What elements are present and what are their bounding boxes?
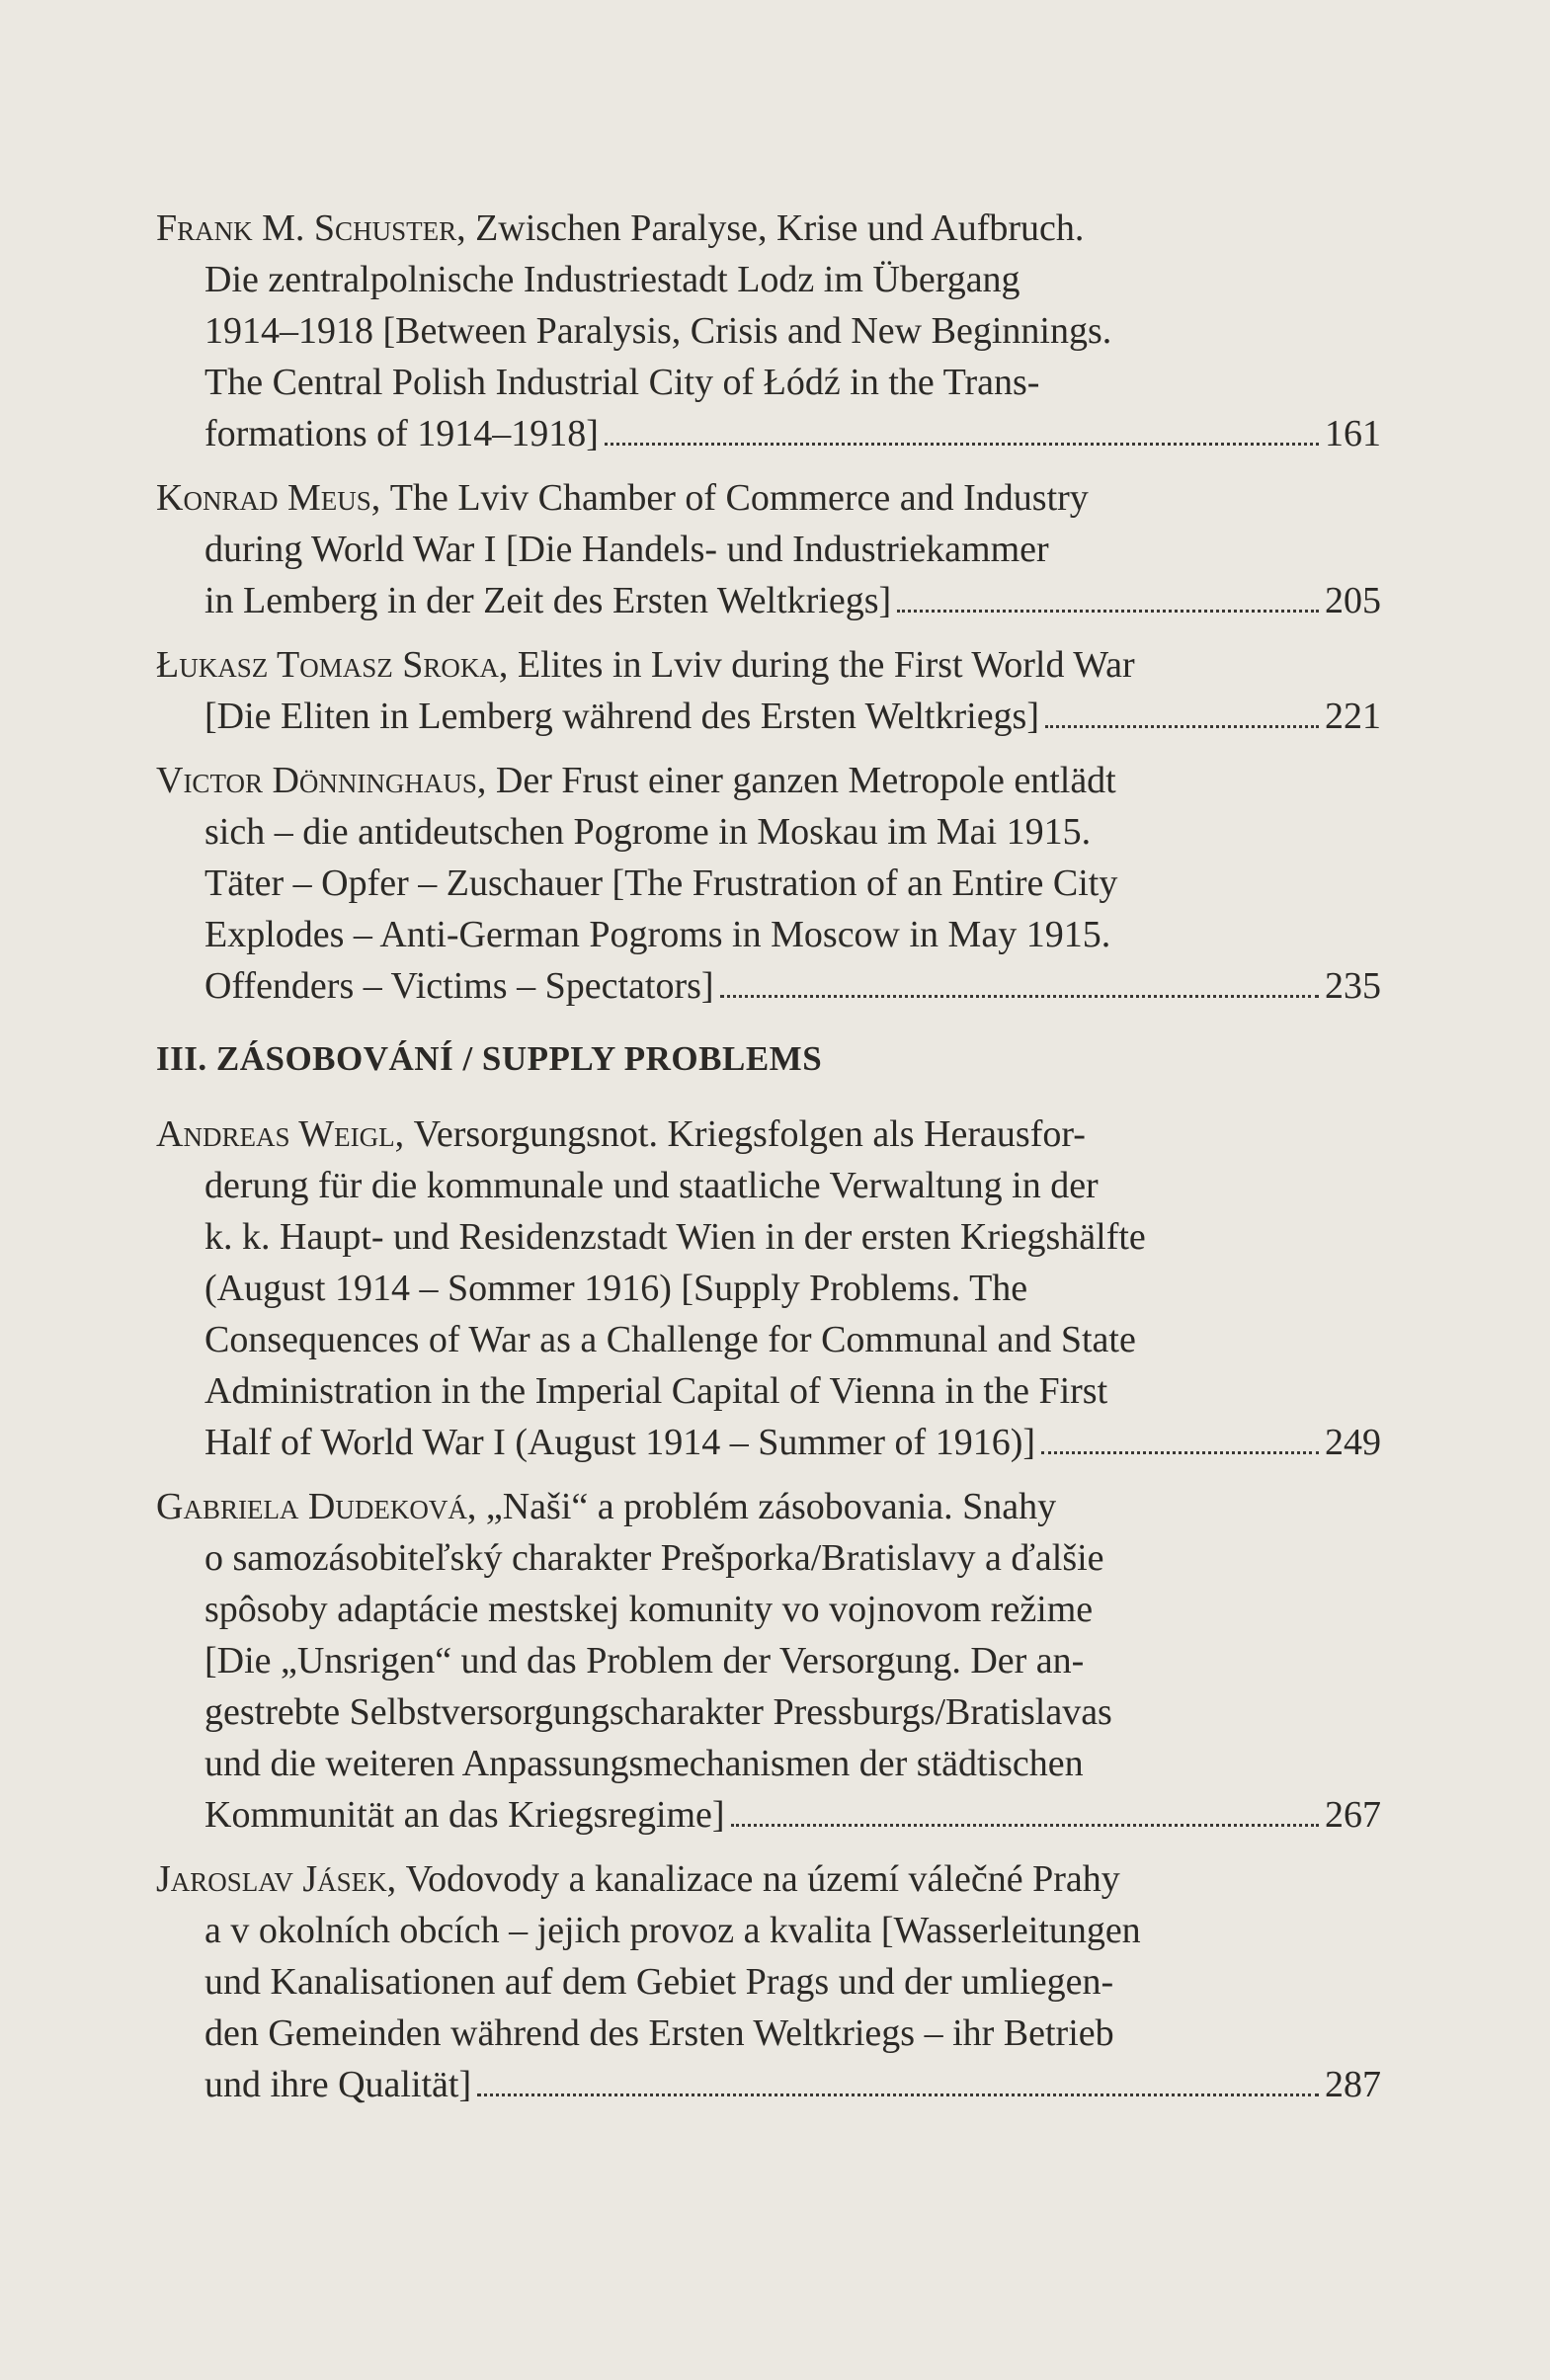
entry-title-text: o samozásobiteľský charakter Prešporka/Bratislavy a ďalšie	[204, 1537, 1104, 1579]
entry-spacer	[156, 459, 1381, 472]
toc-entry-line	[156, 1263, 1381, 1314]
entry-spacer	[156, 742, 1381, 755]
entry-title-text: The Lviv Chamber of Commerce and Industry	[389, 477, 1089, 519]
page-number: 235	[1325, 965, 1381, 1007]
toc-entry-line	[156, 1686, 1381, 1738]
toc-entry-line	[156, 524, 1381, 575]
toc-entry-line	[156, 305, 1381, 357]
entry-author: Łukasz Tomasz Sroka	[156, 644, 499, 686]
table-of-contents	[156, 203, 1381, 2110]
toc-entry	[156, 1108, 1381, 1468]
entry-title-text: a v okolních obcích – jejich provoz a kvalita [Wasserleitungen	[204, 1910, 1141, 1951]
toc-entry-line	[156, 1789, 1381, 1841]
toc-entry-line	[156, 254, 1381, 305]
entry-title-text: derung für die kommunale und staatliche Verwaltung in der	[204, 1165, 1099, 1206]
toc-entry-line	[156, 1738, 1381, 1789]
entry-title-text: (August 1914 – Sommer 1916) [Supply Problems. The	[204, 1268, 1028, 1309]
toc-entry-line	[156, 472, 1381, 524]
toc-entry-line	[156, 1584, 1381, 1635]
entry-title-text: Half of World War I (August 1914 – Summer of 1916)]	[204, 1422, 1036, 1463]
entry-author: Jaroslav Jásek	[156, 1858, 387, 1900]
entry-title-text: during World War I [Die Handels- und Industriekammer	[204, 529, 1049, 570]
entry-title-text: Vodovody a kanalizace na území válečné Prahy	[405, 1858, 1120, 1900]
toc-entry-line	[156, 203, 1381, 254]
toc-entry-line	[156, 1417, 1381, 1468]
entry-title-text: sich – die antideutschen Pogrome in Moskau im Mai 1915.	[204, 811, 1092, 853]
toc-entry-line	[156, 1956, 1381, 2008]
toc-entry-line	[156, 1635, 1381, 1686]
dot-leader	[1041, 1450, 1319, 1454]
toc-entry-line	[156, 2008, 1381, 2059]
toc-entry-line	[156, 909, 1381, 960]
dot-leader	[731, 1823, 1319, 1827]
toc-entry-line	[156, 858, 1381, 909]
entry-title-text: und ihre Qualität]	[204, 2064, 472, 2105]
entry-title-text: Administration in the Imperial Capital of Vienna in the First	[204, 1370, 1108, 1412]
author-separator: ,	[370, 477, 390, 519]
page-number: 221	[1325, 696, 1381, 737]
entry-title-text: k. k. Haupt- und Residenzstadt Wien in der ersten Kriegshälfte	[204, 1216, 1146, 1258]
entry-title-text: Kommunität an das Kriegsregime]	[204, 1794, 725, 1836]
toc-entry-line	[156, 1211, 1381, 1263]
dot-leader	[720, 994, 1319, 998]
entry-title-text: Versorgungsnot. Kriegsfolgen als Herausfor-	[413, 1113, 1086, 1155]
entry-title-text: Explodes – Anti-German Pogroms in Moscow in May 1915.	[204, 914, 1111, 955]
entry-title-text: und die weiteren Anpassungsmechanismen der städtischen	[204, 1743, 1084, 1784]
entry-spacer	[156, 1841, 1381, 1853]
toc-entry	[156, 755, 1381, 1012]
page-number: 205	[1325, 580, 1381, 621]
author-separator: ,	[394, 1113, 414, 1155]
toc-entry-line	[156, 755, 1381, 806]
entry-title-text: den Gemeinden während des Ersten Weltkriegs – ihr Betrieb	[204, 2012, 1114, 2054]
entry-title-text: „Naši“ a problém zásobovania. Snahy	[485, 1486, 1057, 1527]
toc-entry-line	[156, 2059, 1381, 2110]
entry-author: Frank M. Schuster	[156, 207, 457, 249]
entry-title-text: Zwischen Paralyse, Krise und Aufbruch.	[475, 207, 1085, 249]
entry-title-text: und Kanalisationen auf dem Gebiet Prags und der umliegen-	[204, 1961, 1114, 2003]
toc-entry-line	[156, 639, 1381, 691]
entry-title-text: Consequences of War as a Challenge for Communal and State	[204, 1319, 1136, 1360]
entry-title-text: Die zentralpolnische Industriestadt Lodz im Übergang	[204, 259, 1020, 300]
toc-entry	[156, 203, 1381, 459]
entry-spacer	[156, 626, 1381, 639]
dot-leader	[605, 442, 1319, 446]
page-number: 249	[1325, 1422, 1381, 1463]
page-number: 267	[1325, 1794, 1381, 1836]
toc-entry-line	[156, 1365, 1381, 1417]
entry-title-text: Elites in Lviv during the First World War	[517, 644, 1135, 686]
toc-entry-line	[156, 1853, 1381, 1905]
toc-entry-line	[156, 408, 1381, 459]
page-number: 161	[1325, 413, 1381, 454]
toc-entry-line	[156, 575, 1381, 626]
entry-title-text: spôsoby adaptácie mestskej komunity vo vojnovom režime	[204, 1589, 1094, 1630]
author-separator: ,	[476, 760, 496, 801]
entry-title-text: formations of 1914–1918]	[204, 413, 599, 454]
entry-title-text: The Central Polish Industrial City of Łódź in the Trans-	[204, 362, 1040, 403]
toc-entry-line	[156, 960, 1381, 1012]
entry-title-text: in Lemberg in der Zeit des Ersten Weltkriegs]	[204, 580, 892, 621]
entry-title-text: [Die Eliten in Lemberg während des Ersten Weltkriegs]	[204, 696, 1039, 737]
entry-author: Konrad Meus	[156, 477, 371, 519]
entry-title-text: [Die „Unsrigen“ und das Problem der Versorgung. Der an-	[204, 1640, 1085, 1682]
author-separator: ,	[456, 207, 476, 249]
entry-author: Victor Dönninghaus	[156, 760, 477, 801]
toc-entries-part-3	[156, 1108, 1381, 2110]
toc-entry	[156, 639, 1381, 742]
entry-author: Gabriela Dudeková	[156, 1486, 467, 1527]
toc-entry-line	[156, 806, 1381, 858]
author-separator: ,	[466, 1486, 486, 1527]
entry-title-text: 1914–1918 [Between Paralysis, Crisis and New Beginnings.	[204, 310, 1112, 352]
dot-leader	[1045, 724, 1319, 728]
toc-entry-line	[156, 1314, 1381, 1365]
toc-entry	[156, 1853, 1381, 2110]
toc-entry-line	[156, 1481, 1381, 1532]
author-separator: ,	[498, 644, 518, 686]
toc-entry-line	[156, 691, 1381, 742]
entry-title-text: Offenders – Victims – Spectators]	[204, 965, 714, 1007]
entry-spacer	[156, 1468, 1381, 1481]
toc-entry-line	[156, 1532, 1381, 1584]
toc-entries-part-2	[156, 203, 1381, 1012]
page-number: 287	[1325, 2064, 1381, 2105]
toc-entry	[156, 472, 1381, 626]
entry-title-text: Täter – Opfer – Zuschauer [The Frustration of an Entire City	[204, 862, 1118, 904]
toc-entry-line	[156, 357, 1381, 408]
toc-entry	[156, 1481, 1381, 1841]
dot-leader	[477, 2093, 1319, 2096]
toc-entry-line	[156, 1160, 1381, 1211]
toc-entry-line	[156, 1108, 1381, 1160]
entry-author: Andreas Weigl	[156, 1113, 395, 1155]
dot-leader	[897, 609, 1319, 613]
author-separator: ,	[386, 1858, 406, 1900]
entry-title-text: gestrebte Selbstversorgungscharakter Pressburgs/Bratislavas	[204, 1691, 1112, 1733]
section-heading: III. ZÁSOBOVÁNÍ / SUPPLY PROBLEMS	[156, 1039, 823, 1078]
entry-title-text: Der Frust einer ganzen Metropole entlädt	[495, 760, 1116, 801]
toc-entry-line	[156, 1905, 1381, 1956]
